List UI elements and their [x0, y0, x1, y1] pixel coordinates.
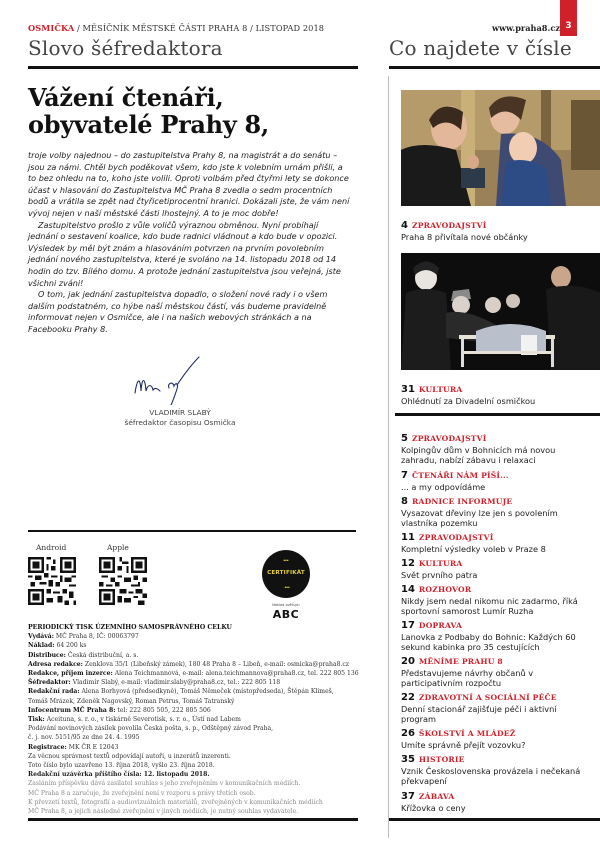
imprint-legal: MČ Praha 8 a zaručuje, že zveřejnění není v rozporu s právy třetích osob. [28, 789, 256, 797]
toc-page-number: 26 [401, 728, 415, 739]
magazine-subtitle: / MĚSÍČNÍK MĚSTSKÉ ČÁSTI PRAHA 8 / LISTOPAD 2018 [74, 23, 325, 33]
footer-divider [28, 530, 356, 532]
imprint-closed: Toto číslo bylo uzavřeno 13. října 2018, vyšlo 23. října 2018. [28, 762, 215, 770]
abc-logo: ABC [272, 608, 300, 621]
imprint-legal: MČ Praha 8, a jejich následné zveřejnění v jiných médiích, je nutný souhlas vydavatele. [28, 808, 299, 816]
toc-title: Denní stacionář zajišťuje péči i aktivní program [401, 704, 557, 724]
toc-featured-item[interactable] [401, 377, 591, 407]
toc-item[interactable] [401, 489, 591, 529]
toc-item[interactable] [401, 426, 591, 466]
imprint-infocentrum: Infocentrum MČ Praha 8: tel: 222 805 505, 222 805 506 [28, 706, 211, 714]
toc-title: Kolpingův dům v Bohnicích má novou zahradu, nabízí zábavu i relaxaci [401, 445, 556, 465]
photo-new-citizens-graphic [401, 90, 600, 206]
toc-item[interactable] [401, 649, 591, 689]
android-label: Android [36, 543, 67, 552]
imprint-legal: Zasláním příspěvku dává zasilatel souhlas s jeho zveřejněním v komunikačních médiích. [28, 780, 301, 788]
toc-featured-item[interactable] [401, 213, 591, 243]
imprint-field: Adresa redakce: Zenklova 35/1 (Libeňský zámek), 180 48 Praha 8 – Libeň, e-mail: osmicka@praha8.cz [28, 660, 350, 668]
toc-category: ZPRAVODAJSTVÍ [418, 533, 494, 542]
toc-page-number: 22 [401, 692, 415, 703]
toc-item[interactable] [401, 784, 591, 814]
toc-page-number: 14 [401, 584, 415, 595]
imprint-print: Tisk: Aceituna, s. r. o., v tiskárně Severotisk, s. r. o., Ústí nad Labem [28, 716, 241, 724]
toc-category: MĚNÍME PRAHU 8 [418, 657, 503, 666]
imprint-field: Distribuce: Česká distribuční, a. s. [28, 651, 139, 659]
toc-item[interactable] [401, 685, 591, 725]
handwritten-signature [125, 355, 205, 405]
toc-category: ZÁBAVA [418, 792, 455, 801]
toc-category: ZPRAVODAJSTVÍ [411, 434, 487, 443]
toc-title: ... a my odpovídáme [401, 482, 486, 492]
toc-item[interactable] [401, 577, 591, 617]
running-header [28, 23, 324, 33]
imprint-field: Redakční rada: Alena Borhyová (předsedkyně), Tomáš Němeček (místopředseda), Štěpán Klimeš, [28, 688, 334, 696]
toc-divider [395, 413, 600, 416]
toc-title: Vznik Československa provázela i nečekaná překvapení [401, 766, 581, 786]
body-paragraph: O tom, jak jednání zastupitelstva dopadlo, o složení nové rady i o všem dalším podstatném, co hýbe naší městskou částí, vás budeme pravidelně informovat nejen v Osmičce, ale i na našich webových stránkách a na Facebooku Prahy 8. [28, 289, 328, 334]
imprint-responsibility: Za věcnou správnost textů odpovídají autoři, u inzerátů inzerenti. [28, 752, 231, 760]
imprint-registration: Registrace: MK ČR E 12043 [28, 743, 119, 751]
apple-qr-code[interactable] [99, 557, 147, 605]
toc-item[interactable] [401, 747, 591, 787]
toc-category: ZPRAVODAJSTVÍ [411, 221, 487, 230]
magazine-brand: OSMIČKA [28, 23, 75, 33]
certificate-title: CERTIFIKÁT [267, 570, 305, 576]
imprint-field: Náklad: 64 200 ks [28, 642, 87, 650]
photo-theatre-performance [401, 253, 600, 370]
toc-page-number: 8 [401, 496, 408, 507]
imprint-field: Vydává: MČ Praha 8, IČ: 00063797 [28, 633, 139, 641]
toc-title: Vysazovat dřeviny lze jen s povolením vlastníka pozemku [401, 508, 558, 528]
contents-section-title: Co najdete v čísle [389, 36, 572, 60]
toc-category: ČTENÁŘI NÁM PÍŠÍ... [411, 471, 509, 480]
body-paragraph: Zastupitelstvo prošlo z vůle voličů výraznou obměnou. Nyní probíhají jednání o sestavení koalice, kdo bude radnici vládnout a kdo bude v opozici. Výsledek by měl být znám a hlasováním potvrzen na prvním povolebním jednání nového zastupitelstva, které je svoláno na 14. listopadu 2018 od 14 hodin do tzv. Bílého domu. A protože jednání zastupitelstva jsou veřejná, jste všichni zváni! [28, 219, 341, 288]
author-role: šéfredaktor časopisu Osmička [124, 418, 236, 427]
toc-page-number: 31 [401, 384, 415, 395]
circulation-verified-label: Náklad ověřuje: [272, 603, 300, 607]
toc-category: KULTURA [418, 559, 463, 568]
toc-category: HISTORIE [418, 755, 465, 764]
toc-title: Lanovka z Podbaby do Bohnic: Každých 60 sekund kabinka pro 35 cestujících [401, 632, 576, 652]
imprint-legal: K převzetí textů, fotografií a audiovizuálních materiálů, zveřejněných v komunikačních médiích [28, 798, 323, 806]
headline-line-2: obyvatelé Prahy 8, [28, 110, 269, 139]
imprint-field: Redakce, příjem inzerce: Alena Teichmannová, e-mail: alena.teichmannova@praha8.cz, tel. 222 805 136 [28, 670, 359, 678]
imprint-post-1: Podávání novinových zásilek povolila Česká pošta, s. p., Odštěpný závod Praha, [28, 725, 274, 733]
toc-page-number: 11 [401, 532, 415, 543]
column-divider [388, 76, 389, 838]
apple-label: Apple [107, 543, 129, 552]
editorial-body [28, 150, 350, 336]
toc-page-number: 20 [401, 656, 415, 667]
toc-title: Ohlédnutí za Divadelní osmičkou [401, 396, 536, 406]
toc-title: Kompletní výsledky voleb v Praze 8 [401, 544, 546, 554]
toc-page-number: 35 [401, 754, 415, 765]
toc-category: ROZHOVOR [418, 585, 472, 594]
bottom-rule-left [28, 818, 358, 821]
toc-title: Praha 8 přivítala nové občánky [401, 232, 528, 242]
toc-page-number: 4 [401, 220, 408, 231]
toc-title: Křížovka o ceny [401, 803, 466, 813]
cert-logo-mark: ▪▪▪ [283, 559, 289, 562]
photo-theatre-graphic [401, 253, 600, 370]
toc-page-number: 37 [401, 791, 415, 802]
editorial-section-title: Slovo šéfredaktora [28, 36, 223, 60]
imprint-field: Šéfredaktor: Vladimír Slabý, e-mail: vladimir.slaby@praha8.cz, tel.: 222 805 118 [28, 679, 281, 687]
editorial-board-cont: Tomáš Mrázek, Zdeněk Nagovský, Roman Petrus, Tomáš Tatranský [28, 697, 235, 705]
editorial-headline [28, 84, 269, 138]
imprint-post-2: č. j. nov. 5151/95 ze dne 24. 4. 1995 [28, 734, 140, 742]
cert-footer-mark: ◦ ▪▪▪ [282, 586, 290, 589]
toc-category: DOPRAVA [418, 621, 463, 630]
toc-category: ŠKOLSTVÍ A MLÁDEŽ [418, 729, 516, 738]
imprint-next-deadline: Redakční uzávěrka příštího čísla: 12. listopadu 2018. [28, 771, 210, 779]
toc-title: Svět prvního patra [401, 570, 478, 580]
body-paragraph: troje volby najednou – do zastupitelstva Prahy 8, na magistrát a do senátu – jsou za námi. Chtěl bych poděkovat všem, kdo jste k volebním urnám přišli, a to bez ohledu na to, koho jste volili. Oproti volbám před čtyřmi lety se dokonce účast v hlasování do Zastupitelstva MČ Praha 8 zvedla o sedm procentních bodů a vrátila se zpět nad čtyřicetiprocentní hranici. Dokázali jste, že vám není vývoj nejen v naší městské části lhostejný. A to je moc dobře! [28, 150, 350, 218]
headline-line-1: Vážení čtenáři, [28, 83, 224, 112]
toc-category: KULTURA [418, 385, 463, 394]
imprint-heading: PERIODICKÝ TISK ÚZEMNÍHO SAMOSPRÁVNÉHO CELKU [28, 624, 232, 631]
toc-title: Nikdy jsem nedal nikomu nic zadarmo, říká sportovní samorost Lumír Ruzha [401, 596, 578, 616]
section-rule-right [389, 66, 600, 69]
toc-category: ZDRAVOTNÍ A SOCIÁLNÍ PÉČE [418, 693, 557, 702]
photo-welcoming-new-citizens [401, 90, 600, 206]
toc-category: RADNICE INFORMUJE [411, 497, 513, 506]
toc-page-number: 5 [401, 433, 408, 444]
imprint [28, 623, 358, 816]
section-rule-left [28, 66, 358, 69]
android-qr-code[interactable] [28, 557, 76, 605]
toc-page-number: 12 [401, 558, 415, 569]
toc-title: Představujeme návrhy občanů v participativním rozpočtu [401, 668, 534, 688]
page-number: 3 [560, 0, 577, 36]
toc-page-number: 7 [401, 470, 408, 481]
toc-title: Umíte správně přejít vozovku? [401, 740, 526, 750]
certificate-seal [262, 550, 310, 598]
author-name: VLADIMÍR SLABÝ [149, 408, 211, 417]
toc-page-number: 17 [401, 620, 415, 631]
bottom-rule-right [389, 818, 600, 821]
website-link[interactable]: www.praha8.cz [492, 23, 560, 33]
toc-item[interactable] [401, 613, 591, 653]
